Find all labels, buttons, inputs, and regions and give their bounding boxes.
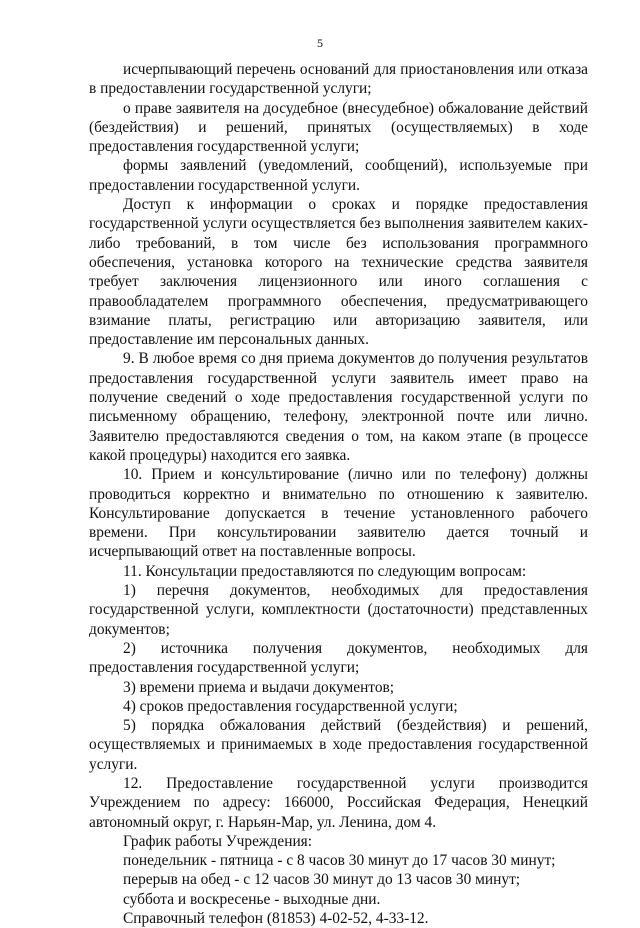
list-item: 4) сроков предоставления государственной услуги;	[123, 697, 458, 715]
paragraph: формы заявлений (уведомлений, сообщений), используемые при предоставлении государственной услуги.	[89, 157, 588, 194]
page-number: 5	[317, 36, 323, 50]
paragraph: 9. В любое время со дня приема документов до получения результатов предоставления государственной услуги заявитель имеет право на получение сведений о ходе предоставления государственной услуги по письменному обращению, телефону, электронной почте или лично. Заявителю предоставляются сведения о том, на каком этапе (в процессе какой процедуры) находится его заявка.	[89, 350, 588, 464]
schedule-line: суббота и воскресенье - выходные дни.	[123, 890, 381, 908]
paragraph: Доступ к информации о сроках и порядке предоставления государственной услуги осуществляется без выполнения заявителем каких-либо требований, в том числе без использования программного обеспечения, установка которого на технические средства заявителя требует заключения лицензионного или иного соглашения с правообладателем программного обеспечения, предусматривающего взимание платы, регистрацию или авторизацию заявителя, или предоставление им персональных данных.	[89, 196, 588, 349]
schedule-line: понедельник - пятница - с 8 часов 30 минут до 17 часов 30 минут;	[123, 852, 556, 870]
paragraph: 10. Прием и консультирование (лично или по телефону) должны проводиться корректно и внимательно по отношению к заявителю. Консультирование допускается в течение установленного рабочего времени. При консультировании заявителю дается точный и исчерпывающий ответ на поставленные вопросы.	[89, 466, 588, 561]
paragraph: 11. Консультации предоставляются по следующим вопросам:	[123, 562, 527, 580]
schedule-heading: График работы Учреждения:	[123, 832, 313, 850]
list-item: 3) времени приема и выдачи документов;	[123, 678, 395, 696]
schedule-line: перерыв на обед - с 12 часов 30 минут до 13 часов 30 минут;	[123, 871, 521, 889]
list-item: 1) перечня документов, необходимых для предоставления государственной услуги, комплектности (достаточности) представленных документов;	[89, 582, 588, 638]
document-body	[89, 60, 588, 928]
paragraph: 12. Предоставление государственной услуги производится Учреждением по адресу: 166000, Российская Федерация, Ненецкий автономный округ, г. Нарьян-Мар, ул. Ленина, дом 4.	[89, 774, 588, 831]
paragraph: о праве заявителя на досудебное (внесудебное) обжалование действий (бездействия) и решений, принятых (осуществляемых) в ходе предоставления государственной услуги;	[89, 99, 588, 156]
paragraph: исчерпывающий перечень оснований для приостановления или отказа в предоставлении государственной услуги;	[89, 61, 588, 98]
list-item: 2) источника получения документов, необходимых для предоставления государственной услуги;	[89, 639, 588, 677]
list-item: 5) порядка обжалования действий (бездействия) и решений, осуществляемых и принимаемых в ходе предоставления государственной услуги.	[89, 717, 588, 773]
reference-phone: Справочный телефон (81853) 4-02-52, 4-33-12.	[123, 910, 429, 928]
